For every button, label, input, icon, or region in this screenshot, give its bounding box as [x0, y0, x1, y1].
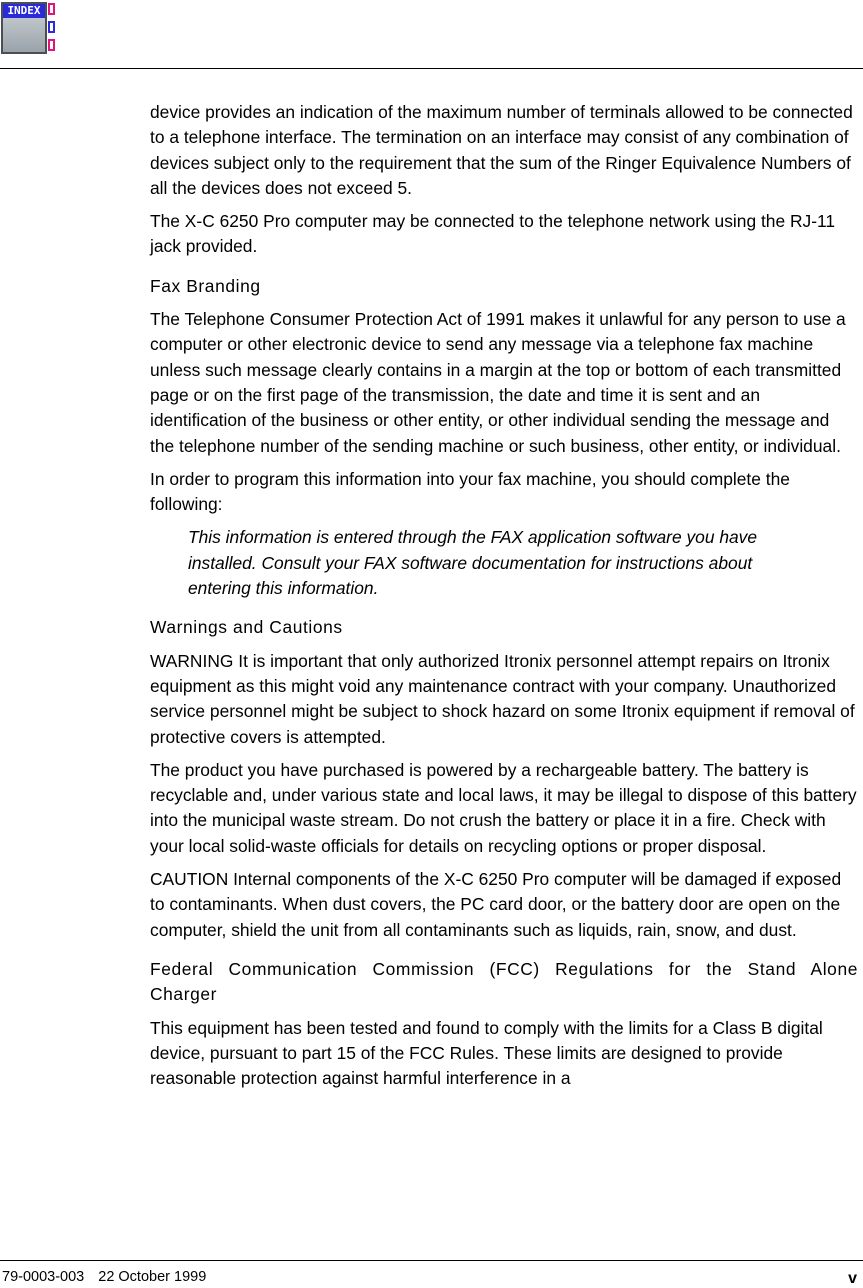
- note-fax-software: This information is entered through the FAX application software you have installed. Consult your FAX software documentation for instructions about entering this information.: [188, 527, 758, 599]
- footer-info: [2, 1268, 206, 1286]
- index-button[interactable]: [0, 0, 56, 58]
- heading-fax-branding: Fax Branding: [150, 275, 261, 296]
- paragraph-caution: CAUTION Internal components of the X-C 6250 Pro computer will be damaged if exposed to contaminants. When dust covers, the PC card door, or the battery door are open on the computer, shield the unit from all contaminants such as liquids, rain, snow, and dust.: [150, 869, 842, 940]
- page-number: v: [848, 1270, 857, 1287]
- header-rule: [0, 68, 863, 69]
- index-tab-icon: [48, 39, 55, 51]
- doc-date: 22 October 1999: [98, 1269, 207, 1285]
- paragraph-rj11: The X-C 6250 Pro computer may be connected to the telephone network using the RJ-11 jack provided.: [150, 211, 836, 257]
- paragraph-warning: WARNING It is important that only authorized Itronix personnel attempt repairs on Itronix equipment as this might void any maintenance contract with your company. Unauthorized service personnel might be subject to shock hazard on some Itronix equipment if removal of protective covers is attempted.: [150, 650, 855, 747]
- heading-warnings-cautions: Warnings and Cautions: [150, 617, 343, 638]
- index-label: INDEX: [3, 4, 45, 18]
- index-tab-icon: [48, 3, 55, 15]
- paragraph-tcpa: The Telephone Consumer Protection Act of 1991 makes it unlawful for any person to use a computer or other electronic device to send any message via a telephone fax machine unless such message clearly contains in a margin at the top or bottom of each transmitted page or on the first page of the transmission, the date and time it is sent and an identification of the business or other entity, or other individual sending the message and the telephone number of the sending machine or such business, other entity, or individual.: [150, 309, 846, 456]
- index-tab-icon: [48, 21, 55, 33]
- paragraph-battery: The product you have purchased is powered by a rechargeable battery. The battery is recyclable and, under various state and local laws, it may be illegal to dispose of this battery into the municipal waste stream. Do not crush the battery or place it in a fire. Check with your local solid-waste officials for details on recycling options or proper disposal.: [150, 759, 857, 856]
- paragraph-fax-program: In order to program this information into your fax machine, you should complete the following:: [150, 468, 790, 515]
- heading-fcc-regulations: Federal Communication Commission (FCC) Regulations for the Stand Alone Charger: [150, 958, 858, 1005]
- footer-rule: [0, 1260, 863, 1261]
- doc-number: 79-0003-003: [2, 1269, 85, 1285]
- paragraph-ringer-equivalence: device provides an indication of the maximum number of terminals allowed to be connected to a telephone interface. The termination on an interface may consist of any combination of devices subject only to the requirement that the sum of the Ringer Equivalence Numbers of all the devices does not exceed 5.: [150, 102, 853, 198]
- paragraph-fcc-class-b: This equipment has been tested and found to comply with the limits for a Class B digital device, pursuant to part 15 of the FCC Rules. These limits are designed to provide reasonable protection against harmful interference in a: [150, 1017, 823, 1089]
- index-icon: [1, 2, 47, 54]
- page-body: [150, 100, 858, 1099]
